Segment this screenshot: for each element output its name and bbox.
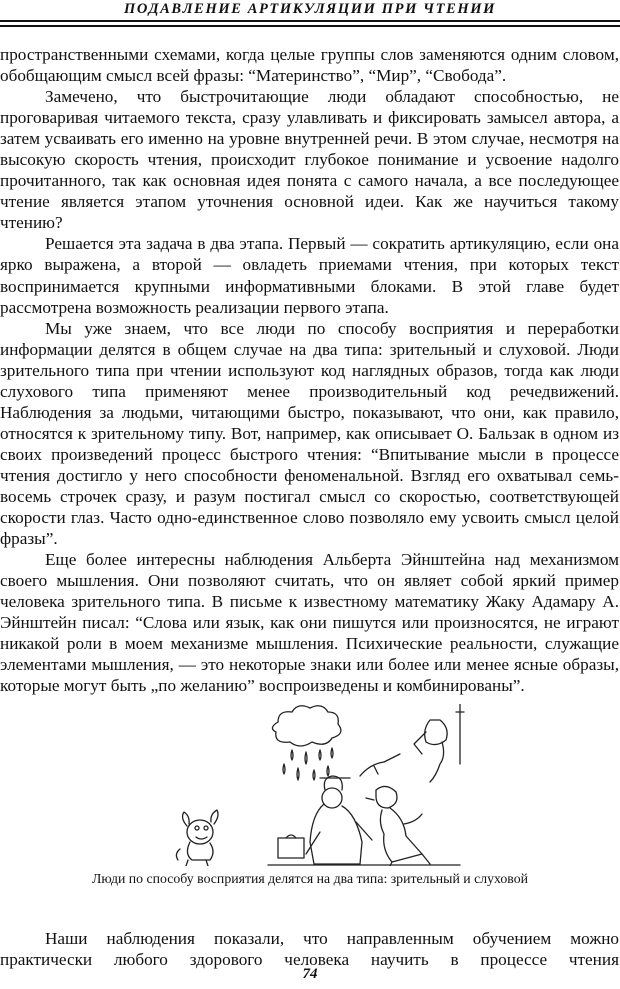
standing-figure bbox=[278, 776, 372, 864]
rain-drops bbox=[283, 748, 333, 780]
paragraph: пространственными схемами, когда целые группы слов заменяются одним словом, обобщающим смысл всей фразы: “Материнство”, “Мир”, “Свобода”. bbox=[0, 45, 619, 86]
body-text bbox=[0, 44, 619, 696]
paragraph: Наши наблюдения показали, что направленным обучением можно практически любого здорового человека научить в процессе чтения bbox=[0, 929, 619, 970]
body-text-continued bbox=[0, 928, 619, 970]
header-title: ПОДАВЛЕНИЕ АРТИКУЛЯЦИИ ПРИ ЧТЕНИИ bbox=[123, 1, 496, 17]
listening-creature bbox=[176, 810, 218, 866]
cartoon-illustration bbox=[160, 704, 470, 866]
hanging-figure bbox=[414, 704, 464, 782]
header-rule-top bbox=[0, 20, 620, 22]
page-number: 74 bbox=[302, 966, 318, 982]
header-rule-bottom bbox=[0, 25, 620, 27]
paragraph: Замечено, что быстрочитающие люди обладают способностью, не проговаривая читаемого текста, сразу улавливать и фиксировать замысел автора, а затем усваивать его именно на уровне внутренней речи. В этом случае, несмотря на высокую скорость чтения, происходит глубокое понимание и усвоение надолго прочитанного, так как основная идея понята с самого начала, а все последующее чтение является этапом уточнения основной идеи. Как же научиться такому чтению? bbox=[0, 87, 619, 233]
figure-caption: Люди по способу восприятия делятся на два типа: зрительный и слуховой bbox=[91, 871, 528, 886]
paragraph: Мы уже знаем, что все люди по способу восприятия и переработки информации делятся в общем случае на два типа: зрительный и слуховой. Люди зрительного типа при чтении используют код наглядных образов, тогда как люди слухового типа применяют менее производительный код речедвижений. Наблюдения за людьми, читающими быстро, показывают, что они, как правило, относятся к зрительному типу. Вот, например, как описывает О. Бальзак в одном из своих произведений процесс быстрого чтения: “Впитывание мысли в процессе чтения достигло у него способности феноменальной. Взгляд его охватывал семь-восемь строчек сразу, и разум постигал смысл со скоростью, соответствующей скорости глаз. Часто одно-единственное слово позволяло ему усвоить смысл целой фразы”. bbox=[0, 318, 619, 549]
seated-figure bbox=[360, 754, 430, 866]
thought-cloud bbox=[272, 706, 340, 746]
paragraph: Решается эта задача в два этапа. Первый — сократить артикуляцию, если она ярко выражена, а второй — овладеть приемами чтения, при которых текст воспринимается крупными информативными блоками. В этой главе будет рассмотрена возможность реализации первого этапа. bbox=[0, 234, 619, 317]
paragraph: Еще более интересны наблюдения Альберта Эйнштейна над механизмом своего мышления. Они позволяют считать, что он являет собой яркий пример человека зрительного типа. В письме к известному математику Жаку Адамару А. Эйнштейн писал: “Слова или язык, как они пишутся или произносятся, не играют никакой роли в моем механизме мышления. Психические реальности, служащие элементами мышления, — это некоторые знаки или более или менее ясные образы, которые могут быть „по желанию” воспроизведены и комбинированы”. bbox=[0, 550, 619, 696]
running-header bbox=[0, 0, 620, 30]
